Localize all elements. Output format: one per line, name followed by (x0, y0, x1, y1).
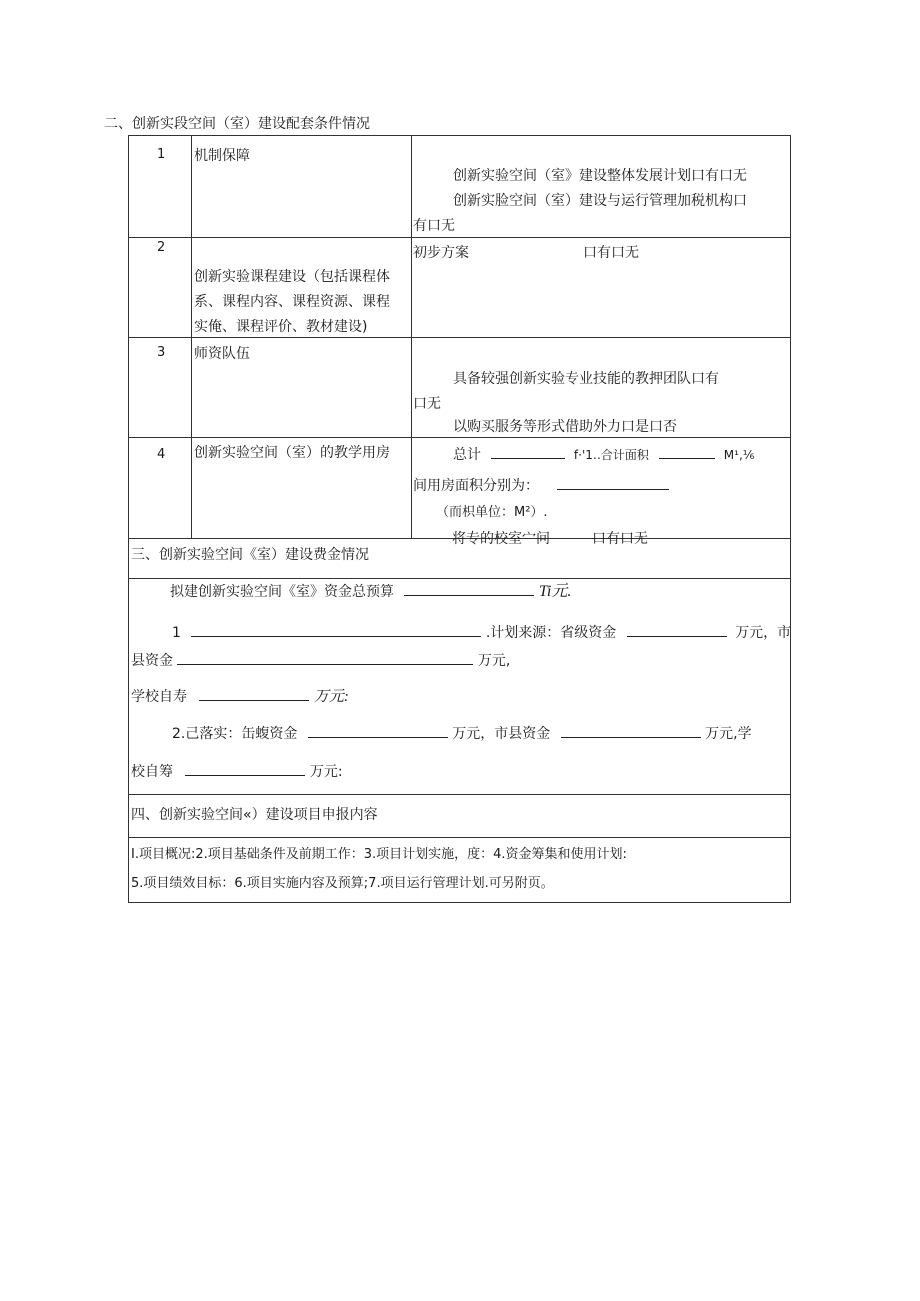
row4-total-label: 总计 (453, 447, 481, 463)
row1-item: 机制保障 (194, 148, 250, 164)
plan-source: .计划来源：省级资金 (485, 625, 617, 641)
budget-line (170, 583, 571, 600)
school2-label: 校自筹 (131, 764, 173, 780)
row1-content-line2: 创新实脸空间（室）建设与运行管理加税机构口 (453, 193, 747, 209)
row-sep-2 (128, 337, 791, 338)
row2-content-choice: 口有口无 (583, 245, 639, 261)
row3-content-line1: 具备较强创新实验专业技能的教押团队口有 (453, 371, 719, 387)
row3-item: 师资队伍 (194, 346, 250, 362)
county-fund-blank[interactable] (177, 652, 473, 665)
table-border-right (790, 135, 791, 903)
school2-wan: 万元: (309, 764, 343, 780)
plan-line (172, 624, 791, 640)
row4-total-blank[interactable] (491, 446, 565, 459)
row1-content-line1: 创新实验空间（室》建设整体发展计划口有口无 (453, 168, 747, 184)
row-sep-1 (128, 237, 791, 238)
row3-num: 3 (157, 345, 166, 360)
row-sep-7 (128, 837, 791, 838)
section4-heading: 四、创新实验空间«）建设项目申报内容 (131, 807, 378, 823)
row1-content-line3: 有口无 (413, 218, 455, 234)
plan-num: 1 (172, 625, 181, 641)
table-border-bottom (128, 902, 791, 903)
school2-line (131, 763, 343, 779)
row2-num: 2 (157, 240, 166, 255)
row4-rooms-blank[interactable] (557, 477, 669, 490)
budget-blank[interactable] (404, 583, 534, 596)
row4-area-unit: M¹,⅙ (723, 448, 755, 462)
table-border-left (128, 135, 129, 903)
section2-heading: 二、创新实段空间（室）建设配套条件情况 (104, 116, 370, 132)
row4-item: 创新实验空间（室）的教学用房 (194, 445, 390, 461)
school2-fund-blank[interactable] (185, 763, 305, 776)
row4-num: 4 (157, 447, 166, 462)
plan-wan1: 万元，市 (735, 625, 792, 641)
row4-area-blank[interactable] (659, 446, 715, 459)
budget-unit: Ti元. (538, 583, 572, 600)
section3-heading: 三、创新实验空间《室）建设费金情况 (131, 547, 369, 563)
row2-item-line1: 创新实验课程建设（包括课程体 (194, 269, 390, 285)
row1-num: 1 (157, 147, 166, 162)
row2-item-line2: 系、课程内容、课程资源、课程 (194, 294, 390, 310)
county-line (131, 652, 510, 668)
row4-content-line1 (453, 446, 754, 462)
row-sep-6 (128, 794, 791, 795)
table-border-top (128, 135, 791, 136)
county-label: 县资金 (131, 653, 173, 669)
school-line (131, 688, 349, 705)
done-county-blank[interactable] (561, 725, 701, 738)
provincial-fund-blank[interactable] (627, 624, 727, 637)
done-prov-blank[interactable] (308, 725, 448, 738)
row-sep-3 (128, 437, 791, 438)
row-sep-5 (128, 578, 791, 579)
row4-content-line3: （而枳单位：M²）. (436, 505, 548, 520)
row2-item-line3: 实俺、课程评价、教材建设) (194, 319, 368, 335)
row4-rooms-label: 间用房面积分别为： (413, 478, 539, 494)
county-wan: 万元, (477, 653, 511, 669)
school-label: 学校自寿 (131, 689, 187, 705)
row4-cut-wrapper (412, 526, 790, 547)
row3-content-line2: 口无 (413, 396, 441, 412)
done-label: 2.己落实：缶蝮资金 (172, 726, 298, 742)
school-fund-blank[interactable] (199, 688, 309, 701)
row3-content-line3: 以购买服务等形式借助外力口是口否 (453, 419, 677, 435)
row4-content-line2 (413, 477, 669, 493)
school-wan: 万元: (313, 689, 349, 705)
row2-content-plan: 初步方案 (413, 245, 469, 261)
row4-content-cut: 将专的校室宀问 口有口无 (452, 531, 648, 547)
done-line (172, 725, 752, 741)
budget-label: 拟建创新实验空间《室》资金总预算 (170, 584, 394, 600)
done-wan4: 万元，市县资金 (452, 726, 551, 742)
plan-blank[interactable] (191, 624, 481, 637)
done-wan5: 万元,学 (705, 726, 752, 742)
row4-area-label: f·'1‥合计面积 (573, 448, 649, 462)
section4-line1: I.项目概况:2.项目基础条件及前期工作：3.项目计划实施，度：4.资金筹集和使用计划: (131, 847, 627, 862)
section4-line2: 5.项目绩效目标：6.项目实施内容及预算;7.项目运行管理计划.可另附页。 (131, 876, 554, 891)
